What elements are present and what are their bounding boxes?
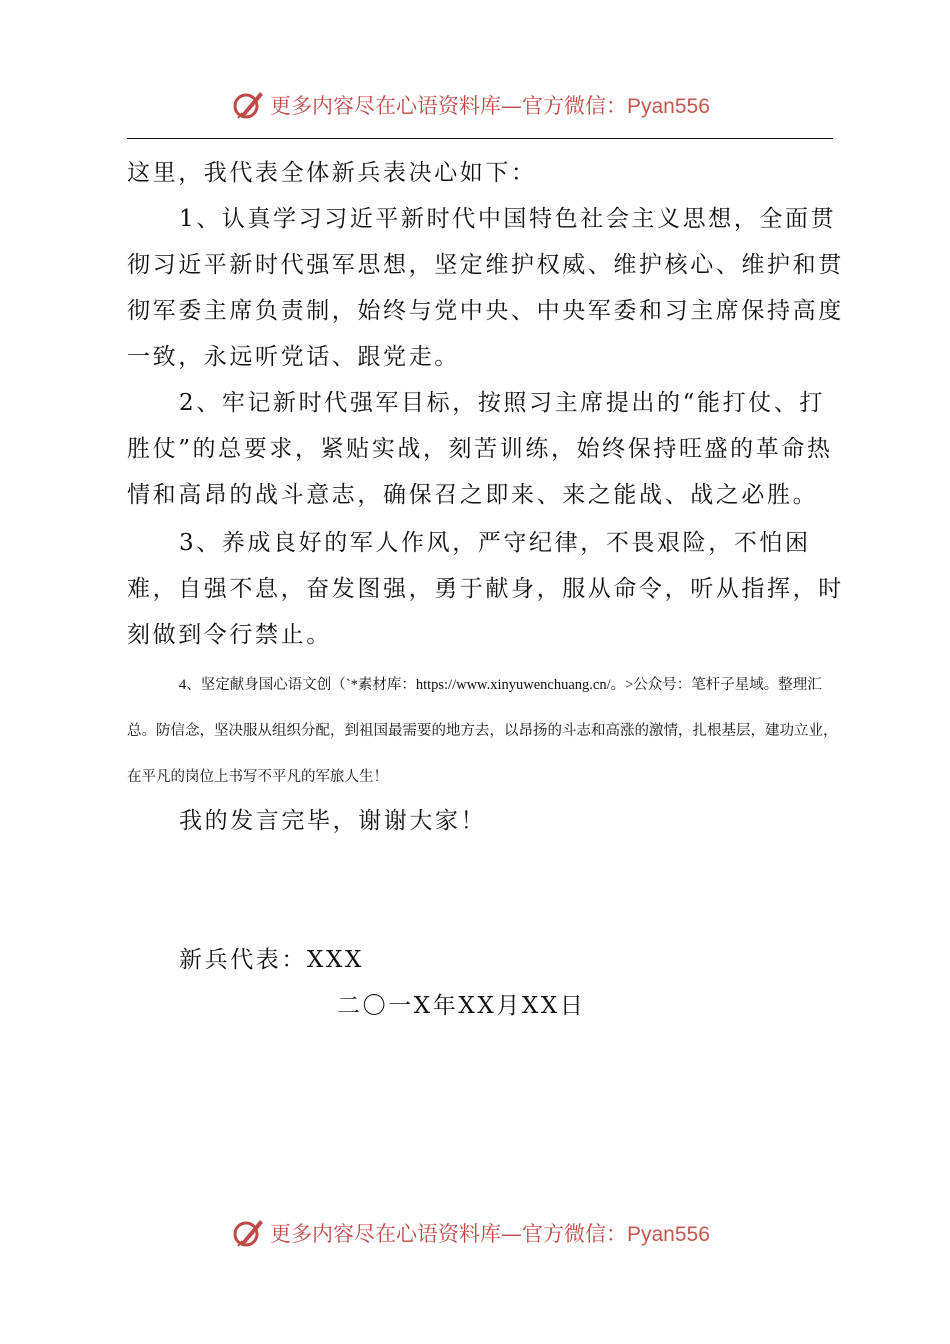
closing-line: 我的发言完毕，谢谢大家！ (179, 808, 487, 834)
signature-line: 新兵代表：XXX (179, 947, 364, 973)
wechat-id: Pyan556 (627, 95, 710, 118)
footer-watermark (0, 1210, 950, 1254)
wechat-id: Pyan556 (627, 1223, 710, 1246)
watermark-text: 更多内容尽在心语资料库—官方微信：Pyan556 (270, 94, 710, 118)
point-4-paragraph: 4、坚定献身国心语文创（`*素材库：https://www.xinyuwenchuang.cn/。>公众号：笔杆子星域。整理汇总。防信念，坚决服从组织分配，到祖国最需要的地方去，以昂扬的斗志和高涨的激情，扎根基层，建功立业，在平凡的岗位上书写不平凡的军旅人生！ (127, 677, 838, 785)
point-2-paragraph: 2、牢记新时代强军目标，按照习主席提出的“能打仗、打胜仗”的总要求，紧贴实战，刻苦训练，始终保持旺盛的革命热情和高昂的战斗意志，确保召之即来、来之能战、战之必胜。 (127, 390, 833, 508)
intro-paragraph: 这里，我代表全体新兵表决心如下： (127, 160, 537, 186)
point-1-paragraph: 1、认真学习习近平新时代中国特色社会主义思想，全面贯彻习近平新时代强军思想，坚定维护权威、维护核心、维护和贯彻军委主席负责制，始终与党中央、中央军委和习主席保持高度一致，永远听党话、跟党走。 (127, 206, 844, 370)
header-watermark (0, 82, 950, 126)
date-line: 二〇一X年XX月XX日 (337, 993, 586, 1019)
header-divider (127, 138, 833, 139)
quill-logo-icon (230, 86, 266, 122)
watermark-text: 更多内容尽在心语资料库—官方微信：Pyan556 (270, 1222, 710, 1246)
point-3-paragraph: 3、养成良好的军人作风，严守纪律，不畏艰险，不怕困难，自强不息，奋发图强，勇于献身，服从命令，听从指挥，时刻做到令行禁止。 (127, 530, 844, 648)
quill-logo-icon (230, 1214, 266, 1250)
